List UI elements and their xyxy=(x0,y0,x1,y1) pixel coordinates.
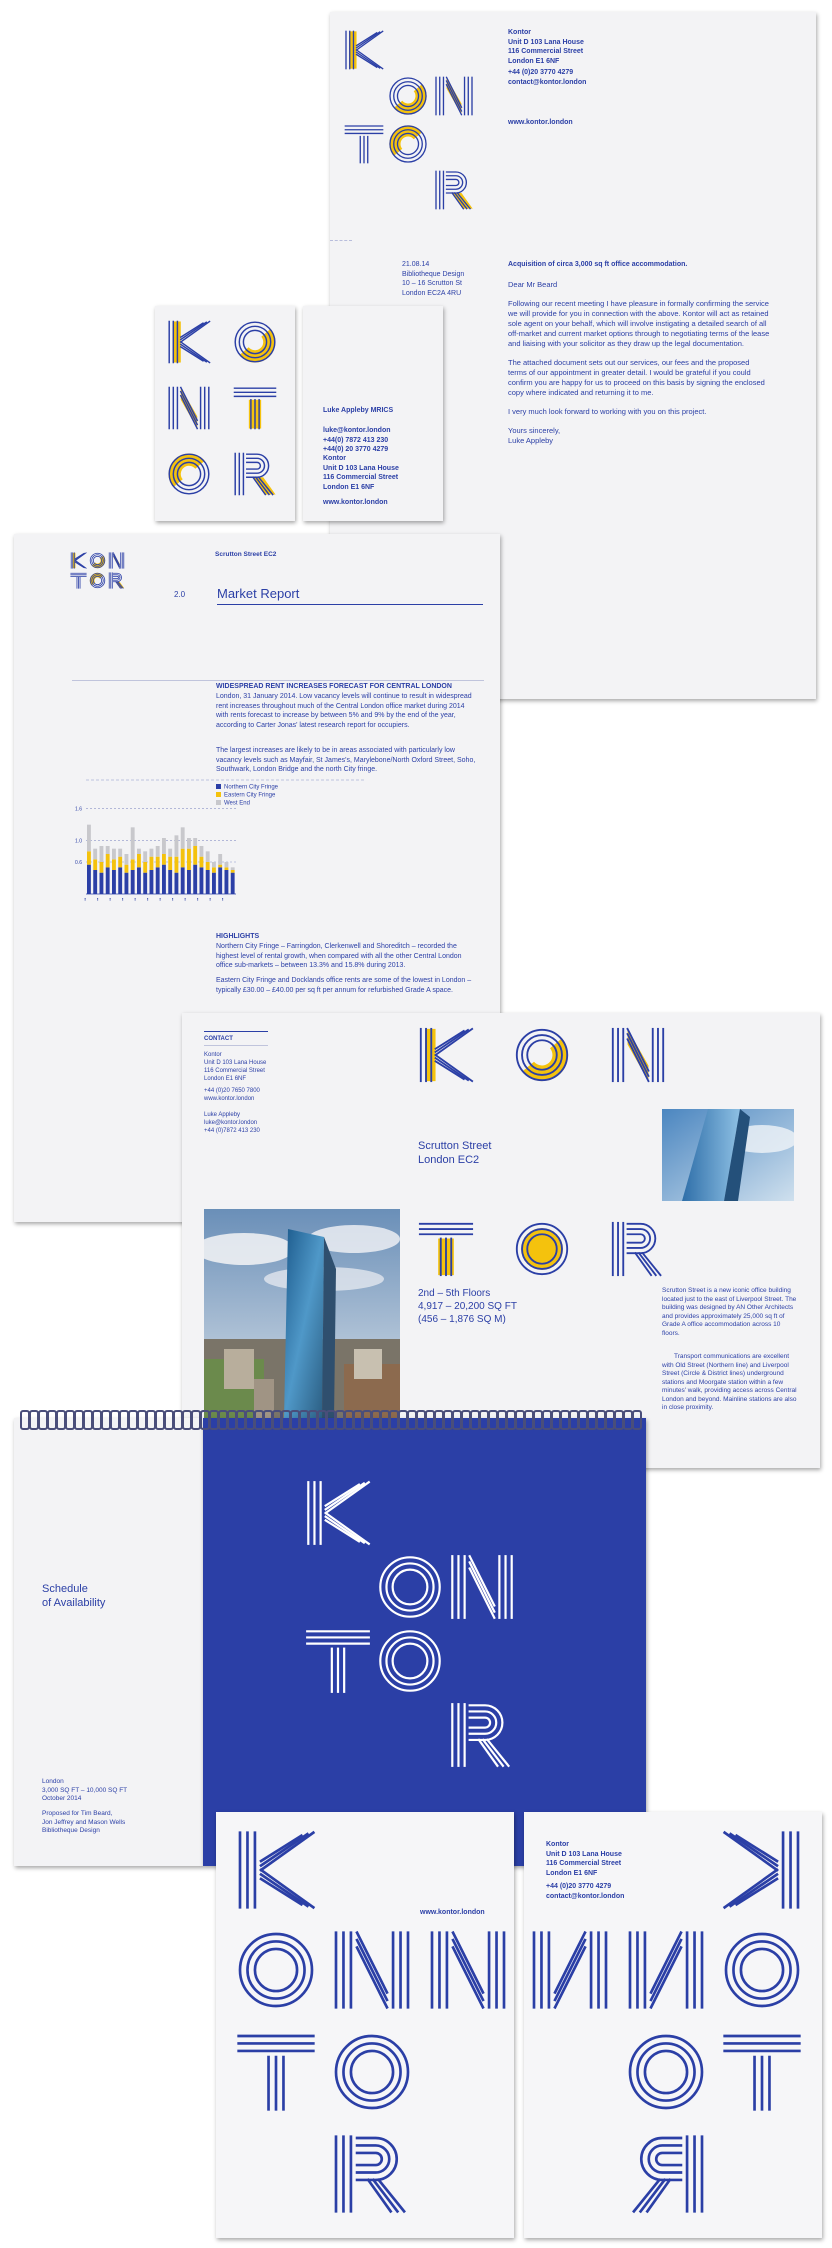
chart-legend-label: Eastern City Fringe xyxy=(224,792,276,799)
chart-bar xyxy=(200,867,204,894)
chart-bar xyxy=(156,867,160,894)
chart-bar xyxy=(106,846,110,854)
chart-bar xyxy=(137,867,141,894)
chart-bar xyxy=(106,854,110,867)
chart-bar xyxy=(168,870,172,894)
building-photo-large xyxy=(204,1209,400,1419)
chart-bar xyxy=(187,849,191,870)
letter-n xyxy=(332,1930,412,2010)
chart-legend-swatch xyxy=(216,792,221,797)
letter-o xyxy=(89,552,106,569)
letter-r xyxy=(108,572,125,589)
chart-bar xyxy=(150,849,154,857)
report-paragraph: The largest increases are likely to be in areas associated with particularly low vacancy levels such as Mayfair, St James's, Marylebone/North Oxford Street, Soho, Southwark, London Bridge and the north City fringe. xyxy=(216,747,476,773)
letter-paragraph: I very much look forward to working with you on this project. xyxy=(508,407,707,416)
chart-bar xyxy=(187,838,191,849)
letter-subject: Acquisition of circa 3,000 sq ft office accommodation. xyxy=(508,261,688,268)
chart-x-tick: ▪▪ xyxy=(108,898,113,901)
chart-bar xyxy=(150,857,154,870)
chart-bar xyxy=(137,854,141,867)
chart-bar xyxy=(206,862,210,870)
card-web[interactable]: www.kontor.london xyxy=(323,499,388,506)
chart-legend-swatch xyxy=(216,800,221,805)
spiral-binding xyxy=(14,1410,646,1430)
card-address: Kontor Unit D 103 Lana House 116 Commercial Street London E1 6NF xyxy=(323,455,399,491)
chart-bar xyxy=(143,862,147,873)
chart-bar xyxy=(100,846,104,862)
schedule-cover xyxy=(14,1418,203,1866)
contact-rule xyxy=(204,1045,268,1046)
letter-recipient: 21.08.14 Bibliotheque Design 10 – 16 Scrutton St London EC2A 4RU xyxy=(402,261,465,297)
letter-t xyxy=(70,572,87,589)
business-card-back xyxy=(303,306,443,521)
letter-o2 xyxy=(89,572,106,589)
chart-y-tick: 0.6 xyxy=(75,860,82,866)
chart-y-tick: 1.6 xyxy=(75,806,82,813)
brochure-spread xyxy=(182,1013,820,1468)
chart-bar xyxy=(87,851,91,864)
compliment-slip-back xyxy=(524,1812,822,2238)
letter-r xyxy=(233,452,277,496)
contact-address: Kontor Unit D 103 Lana House 116 Commercial Street London E1 6NF xyxy=(204,1052,267,1082)
contact-label: CONTACT xyxy=(204,1036,233,1042)
building-photo-small xyxy=(662,1109,794,1201)
letter-n xyxy=(167,386,211,430)
chart-bar xyxy=(143,851,147,862)
chart-bar xyxy=(118,857,122,868)
chart-bar xyxy=(231,867,235,870)
chart-bar xyxy=(162,865,166,894)
highlights-title: HIGHLIGHTS xyxy=(216,933,260,940)
chart-x-tick: ▪▪ xyxy=(133,898,138,901)
contact-person[interactable]: Luke Appleby luke@kontor.london +44 (0)7872 413 230 xyxy=(204,1112,260,1134)
chart-bar xyxy=(125,865,129,873)
chart-bar xyxy=(112,870,116,894)
chart-x-tick: ▪▪ xyxy=(145,898,151,901)
letter-o xyxy=(514,1027,570,1083)
letterhead-fold-line xyxy=(330,240,352,241)
letter-o xyxy=(388,76,428,116)
contact-phone[interactable]: +44 (0)20 7650 7800 www.kontor.london xyxy=(204,1088,260,1102)
chart-legend-label: West End xyxy=(224,800,250,807)
letter-t xyxy=(233,386,277,430)
chart-x-tick: ▪▪ xyxy=(120,898,126,901)
chart-bar xyxy=(193,846,197,865)
chart-legend-label: Northern City Fringe xyxy=(224,784,279,791)
letter-k xyxy=(236,1830,316,1910)
letterhead-web[interactable]: www.kontor.london xyxy=(508,119,573,126)
chart-x-tick: ▪▪ xyxy=(195,898,201,901)
letter-body xyxy=(508,280,770,455)
letter-k xyxy=(722,1830,802,1910)
chart-bar xyxy=(131,827,135,859)
chart-x-tick: ▪▪ xyxy=(170,898,176,901)
letter-o2 xyxy=(514,1221,570,1277)
chart-bar xyxy=(162,838,166,854)
card-name: Luke Appleby MRICS xyxy=(323,407,394,414)
letter-o-extra xyxy=(428,1930,508,2010)
chart-bar xyxy=(231,873,235,894)
market-chart xyxy=(68,772,368,922)
chart-bar xyxy=(87,825,91,852)
chart-bar xyxy=(175,873,179,894)
property-description: Transport communications are excellent with Old Street (Northern line) and Liverpool Street (Circle & District lines) underground stations and Moorgate station within a few minutes' walk, providing access across Central London and beyond. Mainline stations are also in close proximity. xyxy=(662,1353,797,1411)
property-floors: 2nd – 5th Floors 4,917 – 20,200 SQ FT (456 – 1,876 SQ M) xyxy=(418,1288,517,1325)
slip-contact[interactable]: +44 (0)20 3770 4279 contact@kontor.london xyxy=(546,1883,625,1900)
chart-bar xyxy=(162,854,166,865)
chart-bar xyxy=(218,854,222,865)
letter-r xyxy=(449,1702,515,1768)
letterhead-address: Kontor Unit D 103 Lana House 116 Commercial Street London E1 6NF xyxy=(508,29,584,65)
letter-r xyxy=(434,170,474,210)
chart-bar xyxy=(225,870,229,894)
letter-n xyxy=(108,552,125,569)
letter-k xyxy=(167,320,211,364)
chart-bar xyxy=(200,857,204,868)
chart-bar xyxy=(168,849,172,857)
chart-bar xyxy=(93,870,97,894)
chart-bar xyxy=(137,849,141,854)
letter-salutation: Dear Mr Beard xyxy=(508,280,558,289)
letter-t xyxy=(305,1628,371,1694)
chart-bar xyxy=(87,865,91,894)
chart-bar xyxy=(212,862,216,867)
binding-ring xyxy=(632,1410,642,1430)
chart-bar xyxy=(181,849,185,868)
chart-bar xyxy=(143,873,147,894)
chart-bar xyxy=(231,870,235,873)
chart-bar xyxy=(112,849,116,860)
chart-bar xyxy=(125,854,129,865)
chart-bar xyxy=(131,870,135,894)
letter-paragraph: The attached document sets out our services, our fees and the proposed terms of our appointment in greater detail. I would be grateful if you could confirm you are happy for us to proceed on this basis by signing the enclosed copy where indicated and returning it to me. xyxy=(508,358,765,397)
chart-bar xyxy=(175,857,179,873)
chart-bar xyxy=(200,846,204,857)
chart-bar xyxy=(118,867,122,894)
chart-bar xyxy=(206,851,210,862)
schedule-blue-cover xyxy=(203,1418,646,1866)
chart-bar xyxy=(218,865,222,868)
letter-k xyxy=(344,30,384,70)
chart-legend-swatch xyxy=(216,784,221,789)
letter-k xyxy=(70,552,87,569)
slip-web[interactable]: www.kontor.london xyxy=(420,1909,485,1916)
highlights-paragraph: Eastern City Fringe and Docklands office rents are some of the lowest in London – typically £30.00 – £40.00 per sq ft per annum for refurbished Grade A space. xyxy=(216,977,472,994)
chart-bar xyxy=(187,870,191,894)
chart-bar xyxy=(212,873,216,894)
chart-bar xyxy=(131,859,135,870)
chart-bar xyxy=(193,838,197,846)
chart-x-tick: ▪▪ xyxy=(83,898,88,901)
property-description: Scrutton Street is a new iconic office building located just to the east of Liverpool Street. The building was designed by AN Other Architects and provides approximately 25,000 sq ft of Grade A office accommodation across 10 floors. xyxy=(662,1287,797,1337)
chart-bar xyxy=(193,865,197,894)
chart-bar xyxy=(175,835,179,856)
letter-paragraph: Following our recent meeting I have pleasure in formally confirming the service we will provide for you in connection with the above. Kontor will act as retained sole agent on your behalf, which will involve instigating a detailed search of all off-market and current market options through to negotiating terms of the lease and liaising with your solicitor as they draw up the legal documentation. xyxy=(508,299,770,348)
chart-x-tick: ▪▪ xyxy=(183,898,188,901)
letter-o2 xyxy=(388,124,428,164)
letter-o2 xyxy=(377,1628,443,1694)
letter-o2 xyxy=(626,2032,706,2112)
chart-bar xyxy=(181,827,185,848)
report-heading: WIDESPREAD RENT INCREASES FORECAST FOR CENTRAL LONDON xyxy=(216,683,452,690)
letter-o xyxy=(233,320,277,364)
chart-x-tick: ▪▪ xyxy=(220,898,226,901)
chart-bar xyxy=(212,867,216,872)
slip-address: Kontor Unit D 103 Lana House 116 Commercial Street London E1 6NF xyxy=(546,1841,622,1877)
letter-o xyxy=(722,1930,802,2010)
compliment-slip-front xyxy=(216,1812,514,2238)
report-section-number: 2.0 xyxy=(174,590,186,599)
report-section-title: Market Report xyxy=(217,586,300,601)
property-title: Scrutton Street London EC2 xyxy=(418,1140,492,1166)
schedule-title: Schedule of Availability xyxy=(42,1583,106,1609)
chart-bar xyxy=(93,859,97,870)
letter-r xyxy=(610,1221,666,1277)
letter-r xyxy=(332,2134,412,2214)
chart-bar xyxy=(118,849,122,857)
chart-bar xyxy=(93,849,97,860)
chart-x-tick: ▪▪ xyxy=(158,898,163,901)
letter-o xyxy=(377,1554,443,1620)
chart-bar xyxy=(156,846,160,857)
chart-bar xyxy=(156,857,160,868)
contact-rule xyxy=(204,1031,268,1032)
report-paragraph: London, 31 January 2014. Low vacancy levels will continue to result in widespread rent increases throughout much of the Central London office market during 2014 with rents forecast to increase by between 5% and 9% by the end of the year, according to Carter Jonas' latest research report for occupiers. xyxy=(216,693,472,729)
letterhead-contact[interactable]: +44 (0)20 3770 4279 contact@kontor.london xyxy=(508,69,587,86)
letter-k xyxy=(305,1480,371,1546)
letter-n xyxy=(434,76,474,116)
schedule-meta: London 3,000 SQ FT – 10,000 SQ FT October 2014 xyxy=(42,1778,128,1802)
letter-n xyxy=(626,1930,706,2010)
business-card-front xyxy=(155,306,295,521)
chart-bar xyxy=(106,867,110,894)
letter-t xyxy=(236,2032,316,2112)
letter-o2 xyxy=(332,2032,412,2112)
chart-bar xyxy=(150,870,154,894)
report-title-rule xyxy=(217,604,483,605)
letter-t xyxy=(418,1221,474,1277)
chart-bar xyxy=(181,867,185,894)
chart-bar xyxy=(100,873,104,894)
chart-bar xyxy=(125,873,129,894)
letter-r xyxy=(626,2134,706,2214)
chart-x-tick: ▪▪ xyxy=(95,898,101,901)
report-location: Scrutton Street EC2 xyxy=(215,551,277,558)
letter-o xyxy=(236,1930,316,2010)
schedule-prepared: Proposed for Tim Beard, Jon Jeffrey and Mason Wells Bibliotheque Design xyxy=(42,1810,126,1834)
letter-n xyxy=(610,1027,666,1083)
report-divider xyxy=(72,680,484,681)
chart-bar xyxy=(206,870,210,894)
chart-bar xyxy=(225,862,229,867)
letter-o-extra xyxy=(530,1930,610,2010)
letter-n xyxy=(449,1554,515,1620)
letter-o2 xyxy=(167,452,211,496)
letter-signoff: Yours sincerely, Luke Appleby xyxy=(508,426,561,445)
letter-t xyxy=(344,124,384,164)
chart-bar xyxy=(218,867,222,894)
chart-x-tick: ▪▪ xyxy=(208,898,213,901)
chart-bar xyxy=(100,862,104,873)
chart-bar xyxy=(112,859,116,870)
chart-bar xyxy=(168,857,172,870)
card-contact[interactable]: luke@kontor.london +44(0) 7872 413 230 +44(0) 20 3770 4279 xyxy=(323,427,391,453)
highlights-paragraph: Northern City Fringe – Farringdon, Clerkenwell and Shoreditch – recorded the highest level of rental growth, when compared with all the other Central London office sub-markets – between 13.3% and 15.8% during 2013. xyxy=(216,943,462,969)
chart-bar xyxy=(225,867,229,870)
chart-y-tick: 1.0 xyxy=(75,838,82,845)
letter-t xyxy=(722,2032,802,2112)
letter-k xyxy=(418,1027,474,1083)
